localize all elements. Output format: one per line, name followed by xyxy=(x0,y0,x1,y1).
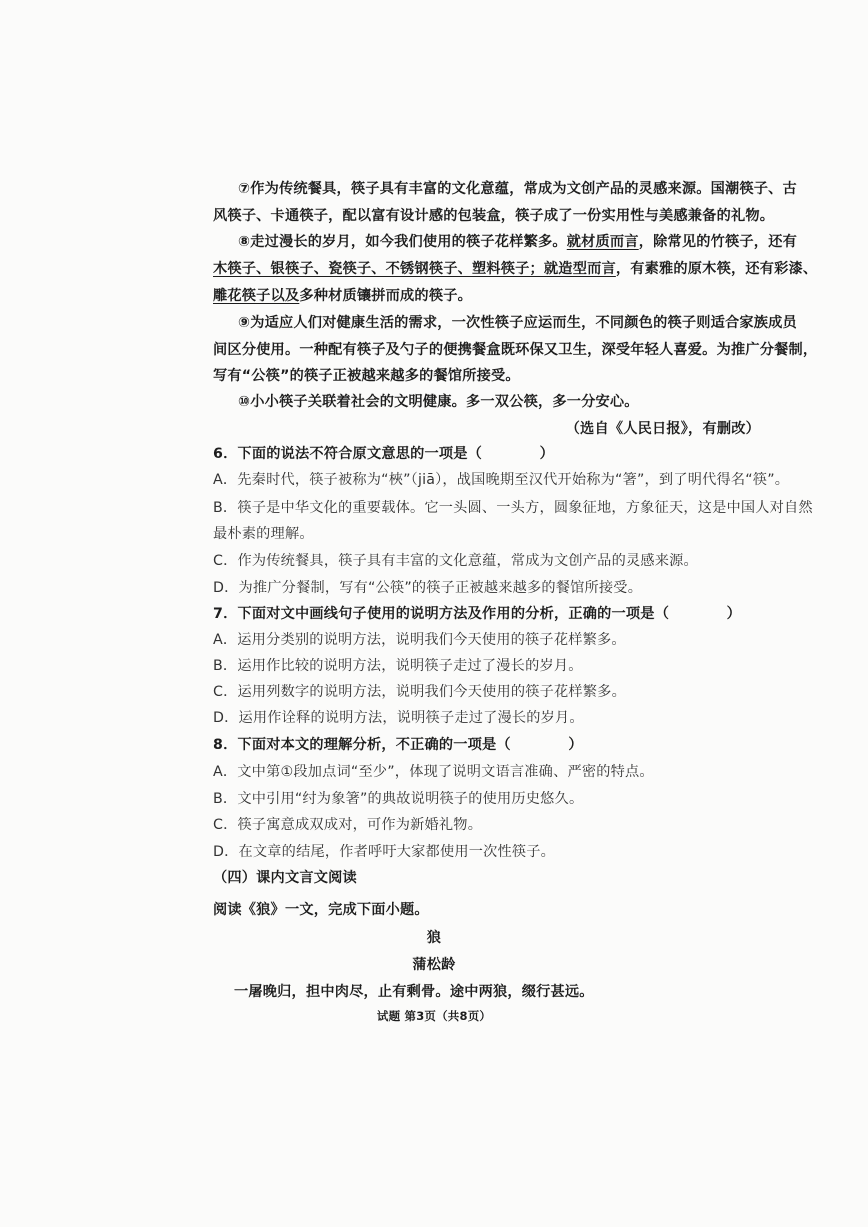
question-7-option-c: C．运用列数字的说明方法，说明我们今天使用的筷子花样繁多。 xyxy=(213,684,626,700)
question-8-option-a: A．文中第①段加点词“至少”，体现了说明文语言准确、严密的特点。 xyxy=(213,764,654,780)
question-6-option-b: B．筷子是中华文化的重要载体。它一头圆、一头方，圆象征地，方象征天，这是中国人对自然 xyxy=(213,500,813,516)
question-8-option-c: C．筷子寓意成双成对，可作为新婚礼物。 xyxy=(213,817,483,833)
underlined-sentence: 就材质而言 xyxy=(566,234,639,250)
question-7-option-d: D．运用作诠释的说明方法，说明筷子走过了漫长的岁月。 xyxy=(213,710,584,726)
passage-title: 狼 xyxy=(426,930,442,946)
paragraph-10-line-1: ⑩小小筷子关联着社会的文明健康。多一双公筷，多一分安心。 xyxy=(238,394,639,410)
question-7-stem: 7．下面对文中画线句子使用的说明方法及作用的分析，正确的一项是（ ） xyxy=(213,606,742,622)
section-heading: （四）课内文言文阅读 xyxy=(213,870,357,886)
paragraph-8-line-3 xyxy=(213,286,472,306)
paragraph-9-line-1: ⑨为适应人们对健康生活的需求，一次性筷子应运而生，不同颜色的筷子则适合家族成员 xyxy=(238,315,797,331)
question-6-option-d: D．为推广分餐制，写有“公筷”的筷子正被越来越多的餐馆所接受。 xyxy=(213,580,643,596)
paragraph-8-text: ⑧走过漫长的岁月，如今我们使用的筷子花样繁多。 xyxy=(238,234,567,250)
paragraph-7-line-1: ⑦作为传统餐具，筷子具有丰富的文化意蕴，常成为文创产品的灵感来源。国潮筷子、古 xyxy=(238,181,797,197)
paragraph-8-line-1 xyxy=(238,232,797,252)
page-footer: 试题 第3页（共8页） xyxy=(376,1009,492,1023)
paragraph-9-line-2: 间区分使用。一种配有筷子及勺子的便携餐盒既环保又卫生，深受年轻人喜爱。为推广分餐制， xyxy=(213,342,818,358)
question-6-option-a: A．先秦时代，筷子被称为“梜”（jiā），战国晚期至汉代开始称为“箸”，到了明代得名“筷”。 xyxy=(213,472,790,488)
question-6-option-c: C．作为传统餐具，筷子具有丰富的文化意蕴，常成为文创产品的灵感来源。 xyxy=(213,553,698,569)
passage-author: 蒲松龄 xyxy=(412,957,456,973)
question-8-option-b: B．文中引用“纣为象箸”的典故说明筷子的使用历史悠久。 xyxy=(213,791,584,807)
paragraph-9-line-3: 写有“公筷”的筷子正被越来越多的餐馆所接受。 xyxy=(213,368,520,384)
question-7-option-a: A．运用分类别的说明方法，说明我们今天使用的筷子花样繁多。 xyxy=(213,632,626,648)
paragraph-8-text: 多种材质镶拼而成的筷子。 xyxy=(299,288,472,304)
question-7-option-b: B．运用作比较的说明方法，说明筷子走过了漫长的岁月。 xyxy=(213,658,583,674)
question-6-stem: 6．下面的说法不符合原文意思的一项是（ ） xyxy=(213,446,554,462)
underlined-sentence: 雕花筷子以及 xyxy=(213,288,300,304)
question-6-option-b-cont: 最朴素的理解。 xyxy=(213,526,314,542)
paragraph-8-text: ，除常见的竹筷子，还有 xyxy=(638,234,797,250)
article-source: （选自《人民日报》，有删改） xyxy=(565,421,760,437)
paragraph-8-text: ，有素雅的原木筷，还有彩漆、 xyxy=(615,261,818,277)
passage-text: 一屠晚归，担中肉尽，止有剩骨。途中两狼，缀行甚远。 xyxy=(234,984,594,1000)
question-8-option-d: D．在文章的结尾，作者呼吁大家都使用一次性筷子。 xyxy=(213,844,556,860)
paragraph-7-line-2: 风筷子、卡通筷子，配以富有设计感的包装盒，筷子成了一份实用性与美感兼备的礼物。 xyxy=(213,208,775,224)
reading-instruction: 阅读《狼》一文，完成下面小题。 xyxy=(213,902,429,918)
paragraph-8-line-2 xyxy=(213,259,817,279)
question-8-stem: 8．下面对本文的理解分析，不正确的一项是（ ） xyxy=(213,737,583,753)
underlined-sentence: 木筷子、银筷子、瓷筷子、不锈钢筷子、塑料筷子；就造型而言 xyxy=(213,261,616,277)
